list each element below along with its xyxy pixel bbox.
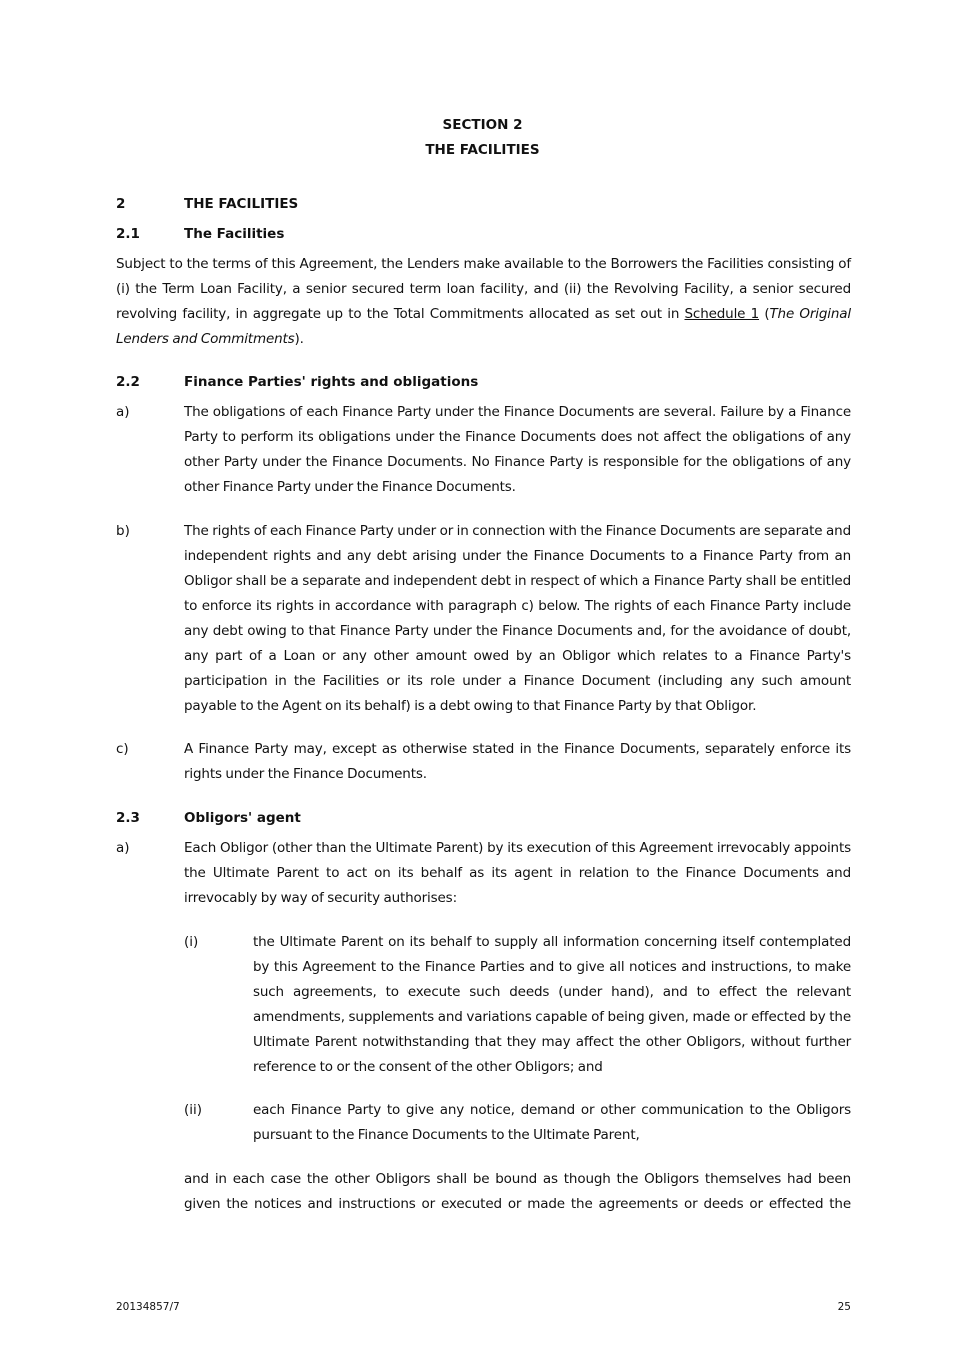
text-run: Subject to the terms of this Agreement, the Lenders make available to the Borrowers the Facilities consisting of (i) the Term Loan Facility, a senior secured term loan facility, and (ii) the Revolving Facility, a senior secured revolving facility, in aggregate up to the Total Commitments allocated as set out in [116, 256, 851, 322]
subclause-2-3-number: 2.3 [116, 810, 140, 826]
section-label: SECTION 2 [442, 117, 523, 133]
schedule-title: The Original Lenders and Commitments [116, 306, 851, 347]
subclause-2-1-text [116, 252, 851, 352]
text-run: ). [294, 331, 304, 347]
schedule-1-link[interactable]: Schedule 1 [684, 306, 760, 322]
paragraph-text: The obligations of each Finance Party under the Finance Documents are several. Failure by a Finance Party to perform its obligations under the Finance Documents does not affect the obligations of any other Party under the Finance Documents. No Finance Party is responsible for the obligations of any other Finance Party under the Finance Documents. [184, 404, 851, 495]
paragraph-label: a) [116, 840, 130, 856]
paragraph-label: c) [116, 741, 129, 757]
continuation-text: and in each case the other Obligors shall be bound as though the Obligors themselves had been given the notices and instructions or executed or made the agreements or deeds or effected the [184, 1171, 851, 1212]
document-reference: 20134857/7 [116, 1301, 180, 1313]
clause-heading: THE FACILITIES [184, 196, 299, 212]
subclause-2-1-heading: The Facilities [184, 226, 285, 242]
text-run: ( [759, 306, 770, 322]
paragraph-text: A Finance Party may, except as otherwise stated in the Finance Documents, separately enforce its rights under the Finance Documents. [184, 741, 851, 782]
paragraph-label: b) [116, 523, 130, 539]
paragraph-text: The rights of each Finance Party under or in connection with the Finance Documents are separate and independent rights and any debt arising under the Finance Documents to a Finance Party from an Obligor shall be a separate and independent debt in respect of which a Finance Party shall be entitled to enforce its rights in accordance with paragraph c) below. The rights of each Finance Party include any debt owing to that Finance Party under the Finance Documents and, for the avoidance of doubt, any part of a Loan or any other amount owed by an Obligor which relates to a Finance Party's participation in the Facilities or its role under a Finance Document (including any such amount payable to the Agent on its behalf) is a debt owing to that Finance Party by that Obligor. [184, 523, 851, 714]
paragraph-label: a) [116, 404, 130, 420]
page-number: 25 [837, 1301, 851, 1313]
subclause-2-2-number: 2.2 [116, 374, 140, 390]
paragraph-text: Each Obligor (other than the Ultimate Parent) by its execution of this Agreement irrevocably appoints the Ultimate Parent to act on its behalf as its agent in relation to the Finance Documents and irrevocably by way of security authorises: [184, 840, 851, 906]
section-title: THE FACILITIES [425, 142, 540, 158]
subclause-2-2-heading: Finance Parties' rights and obligations [184, 374, 479, 390]
subparagraph-text: each Finance Party to give any notice, demand or other communication to the Obligors pursuant to the Finance Documents to the Ultimate Parent, [253, 1102, 851, 1143]
clause-number: 2 [116, 196, 126, 212]
subclause-2-3-heading: Obligors' agent [184, 810, 301, 826]
subclause-2-1-number: 2.1 [116, 226, 140, 242]
subparagraph-text: the Ultimate Parent on its behalf to supply all information concerning itself contemplated by this Agreement to the Finance Parties and to give all notices and instructions, to make such agreements, to execute such deeds (under hand), and to effect the relevant amendments, supplements and variations capable of being given, made or effected by the Ultimate Parent notwithstanding that they may affect the other Obligors, without further reference to or the consent of the other Obligors; and [253, 934, 851, 1075]
subparagraph-label: (ii) [184, 1102, 203, 1118]
subparagraph-label: (i) [184, 934, 199, 950]
